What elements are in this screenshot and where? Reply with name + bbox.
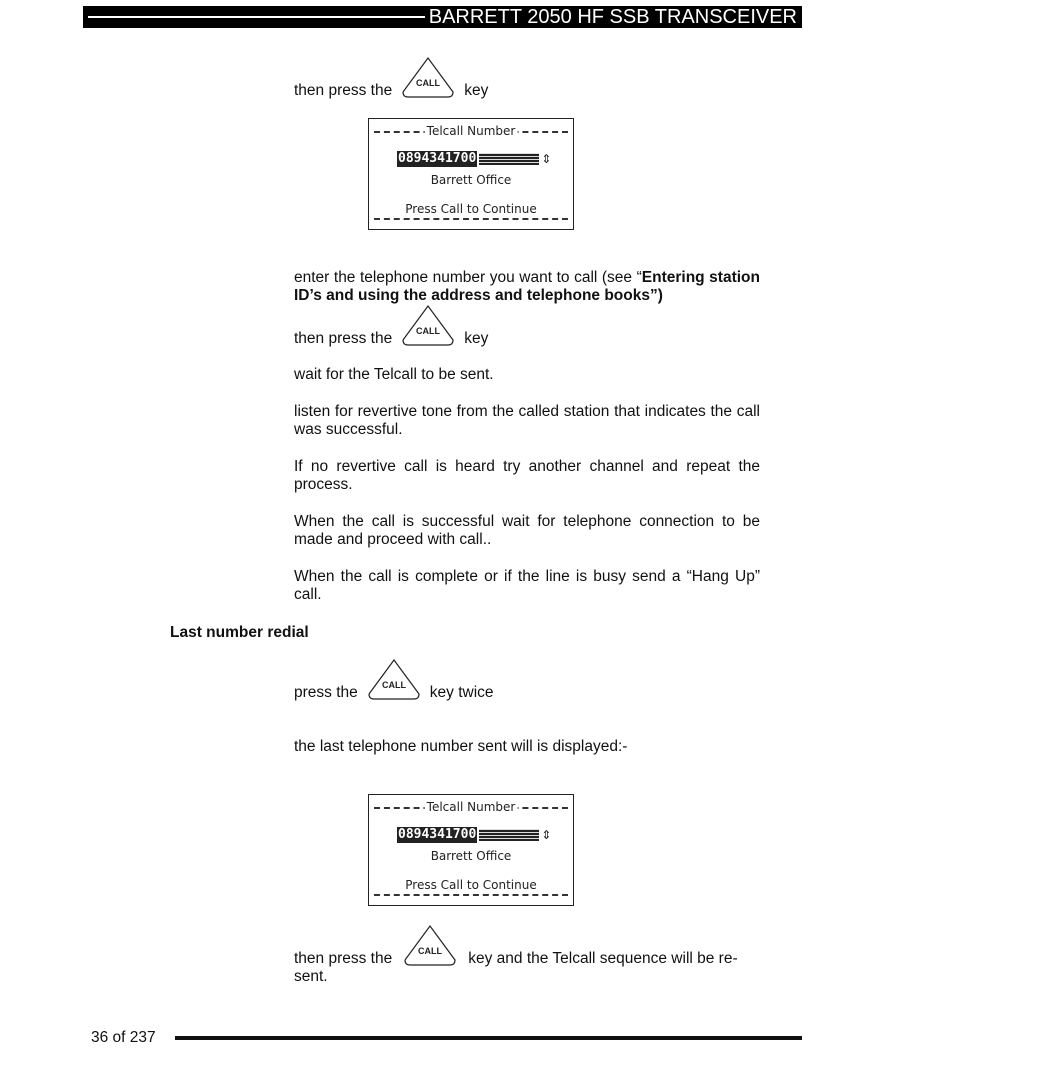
header-rule [88,16,425,18]
call-key-icon [398,298,458,350]
step-text-after: key [464,82,489,99]
page-number: 36 of 237 [91,1029,156,1046]
press-call-step-1 [294,50,488,102]
lcd-bottom-rule [374,894,568,898]
lcd-title: Telcall Number [426,124,516,138]
call-key-label: CALL [416,326,441,336]
enter-number-text: enter the telephone number you want to call (see “ [294,269,642,286]
press-call-twice [294,652,494,704]
call-key-label: CALL [381,680,406,690]
step-complete: When the call is complete or if the line is busy send a “Hang Up” call. [294,568,760,603]
footer-rule [175,1036,802,1040]
lcd-prompt: Press Call to Continue [405,202,537,216]
lcd-display-2 [368,794,574,906]
up-down-arrows-icon: ⇕ [541,828,552,842]
lcd-number-row [397,827,551,843]
lcd-number: 0894341700 [398,827,477,842]
lcd-display-1 [368,118,574,230]
press-call-step-2 [294,298,488,350]
lcd-title: Telcall Number [426,800,516,814]
lcd-number-fill [479,153,539,165]
lcd-station-name: Barrett Office [430,849,512,863]
lcd-bottom-rule [374,218,568,222]
call-key-label: CALL [418,946,443,956]
step-text-before: then press the [294,950,393,967]
press-call-resend [294,918,738,970]
lcd-station-name: Barrett Office [430,173,512,187]
resend-wrap-text: sent. [294,968,328,985]
step-wait: wait for the Telcall to be sent. [294,366,494,383]
step-text-before: then press the [294,330,393,347]
page-header [83,6,802,28]
lcd-prompt: Press Call to Continue [405,878,537,892]
step-text-after: key [464,330,489,347]
section-heading-last-number-redial: Last number redial [170,624,309,641]
step-listen: listen for revertive tone from the called station that indicates the call was successful. [294,403,760,438]
last-number-displayed-text: the last telephone number sent will is displayed:- [294,738,628,755]
enter-number-reference: Entering station ID’s and using the address and telephone books”) [294,269,760,304]
step-text-after: key and the Telcall sequence will be re- [468,950,738,967]
step-text-before: press the [294,684,358,701]
step-text-before: then press the [294,82,393,99]
step-no-revertive: If no revertive call is heard try another channel and repeat the process. [294,458,760,493]
header-title: BARRETT 2050 HF SSB TRANSCEIVER [428,6,797,28]
lcd-number-fill [479,829,539,841]
lcd-number-row [397,151,551,167]
call-key-label: CALL [416,78,441,88]
up-down-arrows-icon: ⇕ [541,152,552,166]
step-text-after: key twice [429,684,494,701]
call-key-icon [398,50,458,102]
call-key-icon [400,918,460,970]
call-key-icon [364,652,424,704]
lcd-number: 0894341700 [398,151,477,166]
step-successful: When the call is successful wait for telephone connection to be made and proceed with call.. [294,513,760,548]
